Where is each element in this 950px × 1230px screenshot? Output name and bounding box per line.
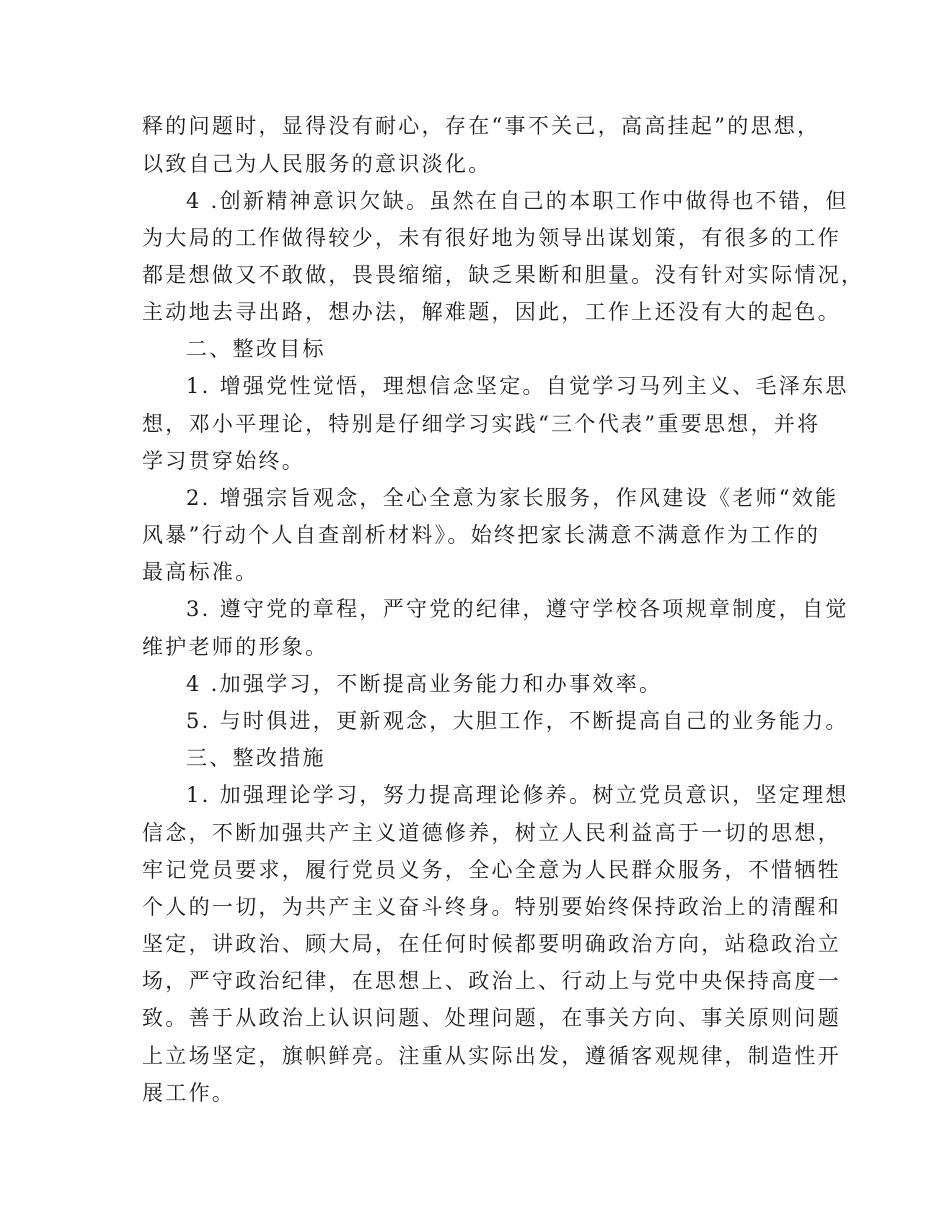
text-line: 1. 增强党性觉悟，理想信念坚定。自觉学习马列主义、毛泽东思	[186, 374, 849, 398]
text-line: 1. 加强理论学习，努力提高理论修养。树立党员意识，坚定理想	[186, 783, 849, 807]
text-line: 想，邓小平理论，特别是仔细学习实践“三个代表”重要思想，并将	[142, 412, 821, 436]
text-line: 维护老师的形象。	[142, 635, 329, 659]
text-line: 坚定，讲政治、顾大局，在任何时候都要明确政治方向，站稳政治立	[142, 932, 841, 956]
section-heading: 二、整改目标	[186, 337, 326, 361]
text-line: 4 .加强学习，不断提高业务能力和办事效率。	[186, 672, 663, 696]
text-line: 5. 与时俱进，更新观念，大胆工作，不断提高自己的业务能力。	[186, 709, 849, 733]
text-line: 4 .创新精神意识欠缺。虽然在自己的本职工作中做得也不错，但	[186, 189, 849, 213]
text-line: 上立场坚定，旗帜鲜亮。注重从实际出发，遵循客观规律，制造性开	[142, 1044, 841, 1068]
text-line: 以致自己为人民服务的意识淡化。	[142, 152, 492, 176]
text-line: 释的问题时，显得没有耐心，存在“事不关己，高高挂起”的思想，	[142, 114, 821, 138]
text-line: 都是想做又不敢做，畏畏缩缩，缺乏果断和胆量。没有针对实际情况，	[142, 263, 865, 287]
text-line: 风暴”行动个人自查剖析材料》。始终把家长满意不满意作为工作的	[142, 523, 821, 547]
text-line: 致。善于从政治上认识问题、处理问题，在事关方向、事关原则问题	[142, 1006, 841, 1030]
text-line: 最高标准。	[142, 560, 259, 584]
text-line: 学习贯穿始终。	[142, 449, 306, 473]
text-line: 为大局的工作做得较少，未有很好地为领导出谋划策，有很多的工作	[142, 226, 841, 250]
text-line: 个人的一切，为共产主义奋斗终身。特别要始终保持政治上的清醒和	[142, 895, 841, 919]
section-heading: 三、整改措施	[186, 746, 326, 770]
text-line: 展工作。	[142, 1081, 236, 1105]
text-line: 3. 遵守党的章程，严守党的纪律，遵守学校各项规章制度，自觉	[186, 597, 849, 621]
text-line: 场，严守政治纪律，在思想上、政治上、行动上与党中央保持高度一	[142, 969, 841, 993]
text-line: 牢记党员要求，履行党员义务，全心全意为人民群众服务，不惜牺牲	[142, 858, 841, 882]
text-line: 2. 增强宗旨观念，全心全意为家长服务，作风建设《老师“效能	[186, 486, 839, 510]
text-line: 信念，不断加强共产主义道德修养，树立人民利益高于一切的思想，	[142, 821, 841, 845]
text-line: 主动地去寻出路，想办法，解难题，因此，工作上还没有大的起色。	[142, 300, 841, 324]
